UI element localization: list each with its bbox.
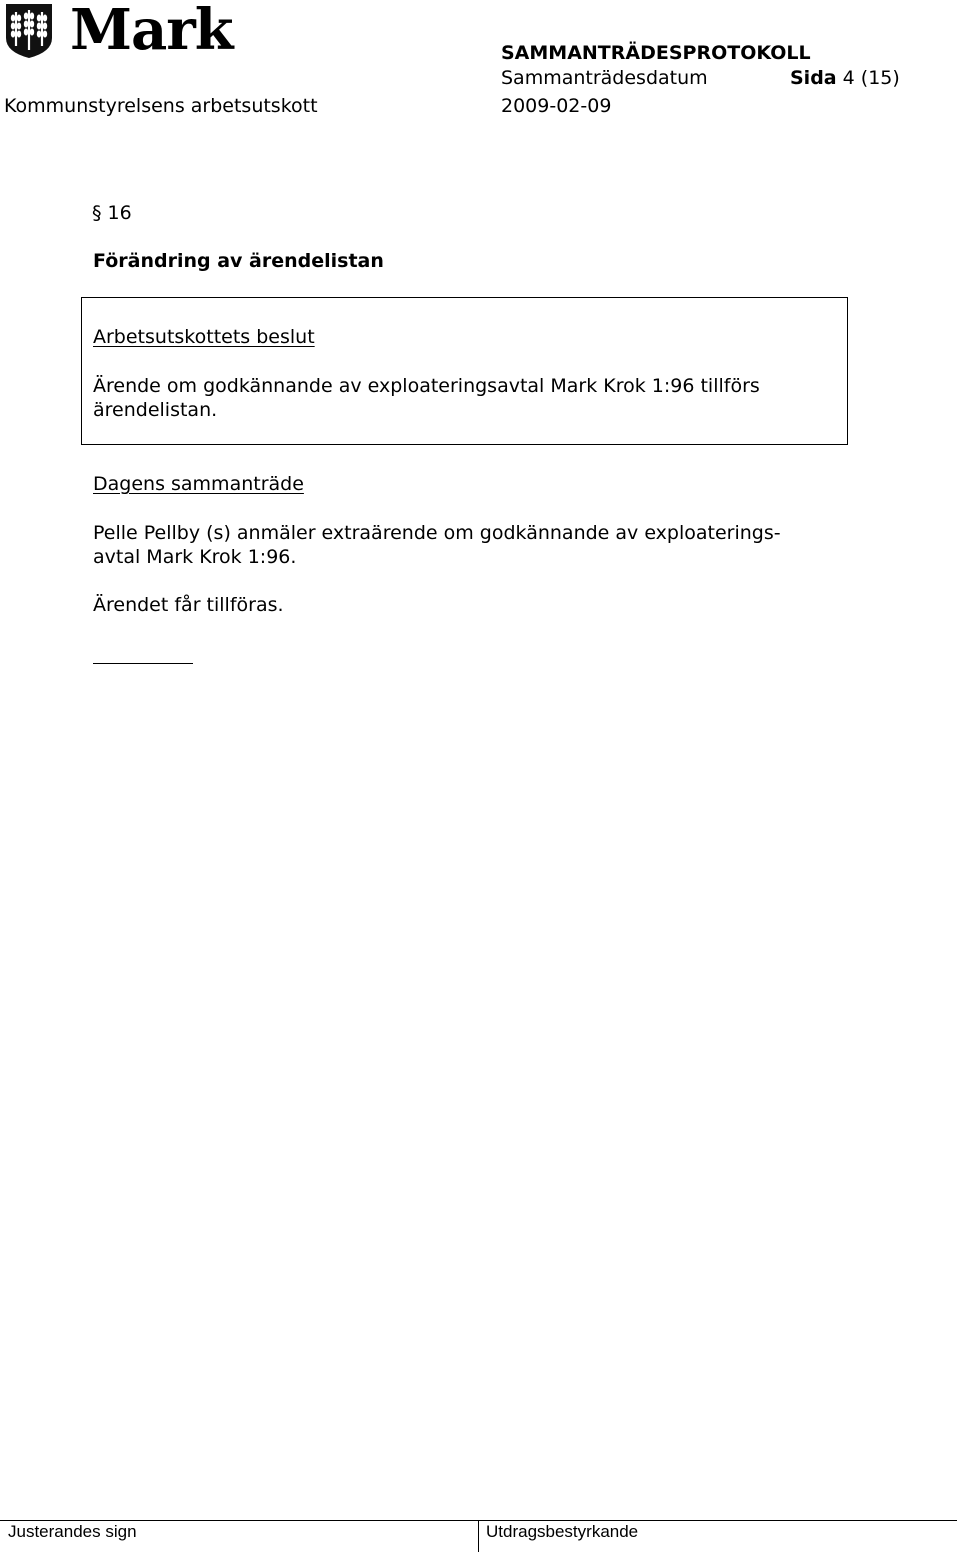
meeting-heading: Dagens sammanträde xyxy=(93,473,304,495)
item-title: Förändring av ärendelistan xyxy=(93,250,384,272)
committee-name: Kommunstyrelsens arbetsutskott xyxy=(4,95,318,117)
extract-certification-label: Utdragsbestyrkande xyxy=(486,1522,639,1541)
meeting-date: 2009-02-09 xyxy=(501,95,612,117)
page-number: 4 (15) xyxy=(842,67,900,89)
signature-label: Justerandes sign xyxy=(8,1522,137,1541)
logo-wordmark: Mark xyxy=(70,0,233,63)
decision-box xyxy=(81,297,848,445)
meeting-text-line-2: avtal Mark Krok 1:96. xyxy=(93,546,297,568)
decision-heading: Arbetsutskottets beslut xyxy=(93,326,315,348)
footer-divider xyxy=(478,1520,479,1552)
page-indicator xyxy=(790,67,900,89)
meeting-text-line-1: Pelle Pellby (s) anmäler extraärende om godkännande av exploaterings- xyxy=(93,522,781,544)
page-label: Sida xyxy=(790,67,837,89)
paragraph-number: § 16 xyxy=(92,202,132,224)
decision-text: Ärende om godkännande av exploateringsavtal Mark Krok 1:96 tillförs ärendelistan. xyxy=(93,375,760,421)
end-rule xyxy=(93,663,193,664)
municipal-coat-of-arms-icon xyxy=(4,2,54,60)
outcome-text: Ärendet får tillföras. xyxy=(93,594,284,616)
meeting-date-label: Sammanträdesdatum xyxy=(501,67,708,89)
meeting-text xyxy=(93,521,853,569)
protocol-title: SAMMANTRÄDESPROTOKOLL xyxy=(501,42,811,64)
